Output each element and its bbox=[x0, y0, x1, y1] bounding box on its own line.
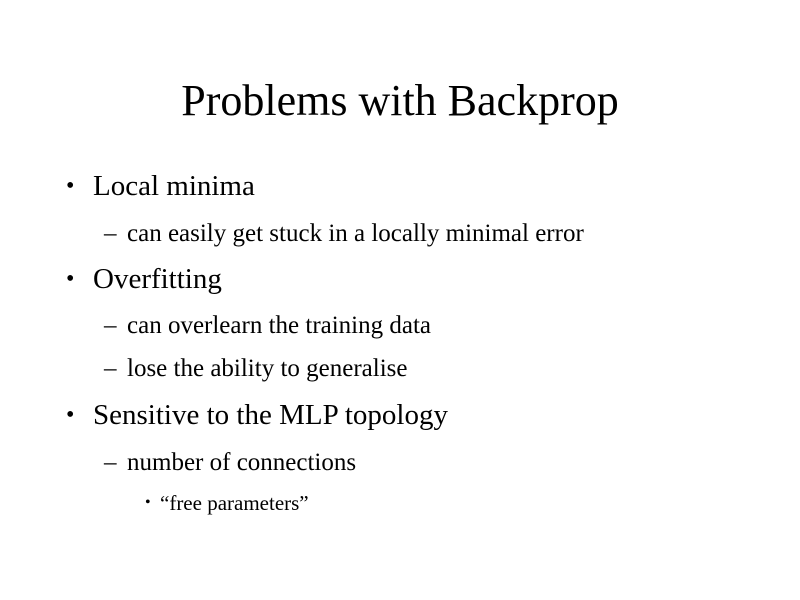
bullet-item bbox=[66, 261, 766, 297]
sub-bullet-item bbox=[104, 310, 764, 342]
sub-bullet-item bbox=[104, 447, 764, 479]
bullet-text: Sensitive to the MLP topology bbox=[93, 399, 448, 431]
dash-icon: – bbox=[104, 312, 117, 339]
dash-icon: – bbox=[104, 449, 117, 476]
dash-icon: – bbox=[104, 355, 117, 382]
bullet-icon: • bbox=[66, 402, 75, 428]
bullet-icon: • bbox=[66, 266, 75, 292]
sub-bullet-item bbox=[104, 353, 764, 385]
sub-sub-bullet-item bbox=[145, 490, 745, 516]
bullet-icon: • bbox=[145, 494, 151, 511]
bullet-text: Local minima bbox=[93, 170, 255, 202]
sub-bullet-item bbox=[104, 218, 764, 250]
bullet-text: Overfitting bbox=[93, 263, 222, 295]
slide-title: Problems with Backprop bbox=[181, 76, 619, 125]
sub-bullet-text: lose the ability to generalise bbox=[127, 355, 408, 382]
sub-bullet-text: can overlearn the training data bbox=[127, 312, 432, 339]
sub-bullet-text: number of connections bbox=[127, 449, 357, 476]
bullet-item bbox=[66, 168, 766, 204]
sub-bullet-text: can easily get stuck in a locally minimal error bbox=[127, 220, 584, 247]
dash-icon: – bbox=[104, 220, 117, 247]
sub-sub-bullet-text: “free parameters” bbox=[160, 491, 309, 515]
bullet-icon: • bbox=[66, 173, 75, 199]
bullet-item bbox=[66, 397, 766, 433]
